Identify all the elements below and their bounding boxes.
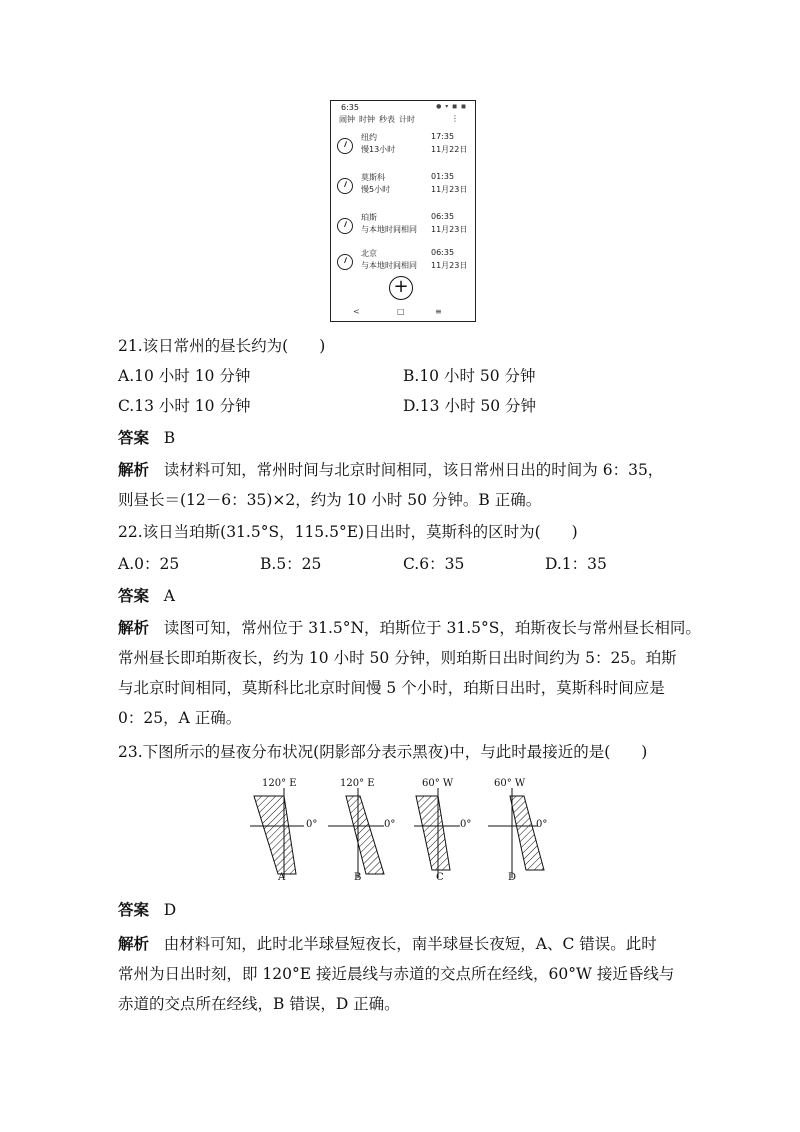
diagram-a-letter: A: [278, 872, 286, 883]
q21-stem: 21.该日常州的昼长约为( ): [118, 337, 326, 355]
q22-option-d: D.1：35: [545, 555, 607, 573]
city-date: 11月23日: [431, 261, 468, 270]
tab-stopwatch[interactable]: 秒表: [379, 115, 395, 124]
diagram-a: [250, 788, 304, 878]
answer-label: 答案: [118, 429, 150, 447]
q21-analysis-line-2: 则昼长＝(12－6：35)×2，约为 10 小时 50 分钟。B 正确。: [118, 491, 542, 509]
time-difference: 与本地时间相同: [361, 225, 417, 234]
q22-option-a: A.0：25: [118, 555, 180, 573]
city-date: 11月23日: [431, 185, 468, 194]
q22-analysis-line-2: 常州昼长即珀斯夜长，约为 10 小时 50 分钟，则珀斯日出时间约为 5：25。珀斯: [118, 649, 677, 667]
analysis-text: 读图可知，常州位于 31.5°N，珀斯位于 31.5°S，珀斯夜长与常州昼长相同。: [163, 619, 701, 637]
answer-value: D: [163, 901, 177, 919]
diagram-b-equator: 0°: [384, 819, 396, 830]
analysis-text: 读材料可知，常州时间与北京时间相同，该日常州日出的时间为 6：35，: [163, 461, 664, 479]
answer-label: 答案: [118, 587, 150, 605]
city-name: 纽约: [361, 133, 377, 142]
diagram-d: [488, 788, 544, 878]
home-nav-icon[interactable]: □: [397, 307, 405, 316]
q21-option-c: C.13 小时 10 分钟: [118, 397, 251, 415]
analysis-label: 解析: [118, 935, 150, 953]
diagram-a-meridian: 120° E: [262, 778, 297, 789]
time-difference: 与本地时间相同: [361, 261, 417, 270]
status-time: 6:35: [341, 103, 359, 112]
q22-analysis-line-4: 0：25，A 正确。: [118, 709, 242, 727]
clock-icon: [337, 254, 353, 270]
city-name: 珀斯: [361, 213, 377, 222]
diagram-d-meridian: 60° W: [494, 778, 526, 789]
q21-analysis-line-1: [118, 460, 663, 480]
q21-answer: [118, 428, 175, 448]
q22-option-b: B.5：25: [260, 555, 322, 573]
menu-nav-icon[interactable]: ≡: [435, 307, 442, 316]
city-time: 01:35: [431, 172, 455, 181]
diagram-b: [328, 788, 384, 878]
q21-option-b: B.10 小时 50 分钟: [403, 367, 536, 385]
city-name: 莫斯科: [361, 173, 385, 182]
world-clock-screenshot: [330, 100, 476, 322]
q23-analysis-line-2: 常州为日出时刻，即 120°E 接近晨线与赤道的交点所在经线，60°W 接近昏线与: [118, 965, 675, 983]
city-date: 11月22日: [431, 145, 468, 154]
q22-analysis-line-3: 与北京时间相同，莫斯科比北京时间慢 5 个小时，珀斯日出时，莫斯科时间应是: [118, 679, 665, 697]
diagram-d-equator: 0°: [536, 819, 548, 830]
q22-stem: 22.该日当珀斯(31.5°S，115.5°E)日出时，莫斯科的区时为( ): [118, 523, 578, 541]
diagram-c: [414, 788, 460, 878]
answer-value: A: [163, 587, 175, 605]
q22-option-c: C.6：35: [403, 555, 465, 573]
back-nav-icon[interactable]: <: [353, 307, 360, 316]
diagram-b-meridian: 120° E: [340, 778, 375, 789]
diagram-c-meridian: 60° W: [422, 778, 454, 789]
tab-timer[interactable]: 计时: [399, 115, 415, 124]
answer-value: B: [163, 429, 176, 447]
city-time: 17:35: [431, 132, 455, 141]
diagram-b-letter: B: [354, 872, 362, 883]
time-difference: 慢13小时: [361, 145, 396, 154]
city-time: 06:35: [431, 248, 455, 257]
q23-analysis-line-3: 赤道的交点所在经线，B 错误，D 正确。: [118, 995, 400, 1013]
analysis-text: 由材料可知，此时北半球昼短夜长，南半球昼长夜短，A、C 错误。此时: [163, 935, 657, 953]
city-date: 11月23日: [431, 225, 468, 234]
analysis-label: 解析: [118, 619, 150, 637]
diagram-d-letter: D: [508, 872, 517, 883]
clock-icon: [337, 218, 353, 234]
q23-answer: [118, 900, 176, 920]
clock-icon: [337, 138, 353, 154]
city-name: 北京: [361, 249, 377, 258]
q23-analysis-line-1: [118, 934, 657, 954]
analysis-label: 解析: [118, 461, 150, 479]
clock-row-new-york: [335, 131, 471, 165]
q22-answer: [118, 586, 175, 606]
status-icons: ● ▾ ◼ ◼: [436, 103, 467, 110]
q21-option-d: D.13 小时 50 分钟: [403, 397, 537, 415]
clock-row-perth: [335, 211, 471, 245]
tab-clock[interactable]: 时钟: [359, 115, 375, 124]
day-night-diagrams: [248, 774, 558, 886]
q23-stem: 23.下图所示的昼夜分布状况(阴影部分表示黑夜)中，与此时最接近的是( ): [118, 743, 648, 761]
add-clock-button[interactable]: +: [389, 276, 413, 300]
tab-alarm[interactable]: 闹钟: [339, 115, 355, 124]
q21-option-a: A.10 小时 10 分钟: [118, 367, 251, 385]
diagram-c-equator: 0°: [460, 819, 472, 830]
answer-label: 答案: [118, 901, 150, 919]
diagram-a-equator: 0°: [306, 819, 318, 830]
diagram-c-letter: C: [436, 872, 444, 883]
more-menu-icon[interactable]: ⋮: [451, 114, 459, 123]
q22-analysis-line-1: [118, 618, 701, 638]
clock-icon: [337, 178, 353, 194]
city-time: 06:35: [431, 212, 455, 221]
clock-row-moscow: [335, 171, 471, 205]
time-difference: 慢5小时: [361, 185, 391, 194]
clock-tabs: [339, 114, 415, 125]
